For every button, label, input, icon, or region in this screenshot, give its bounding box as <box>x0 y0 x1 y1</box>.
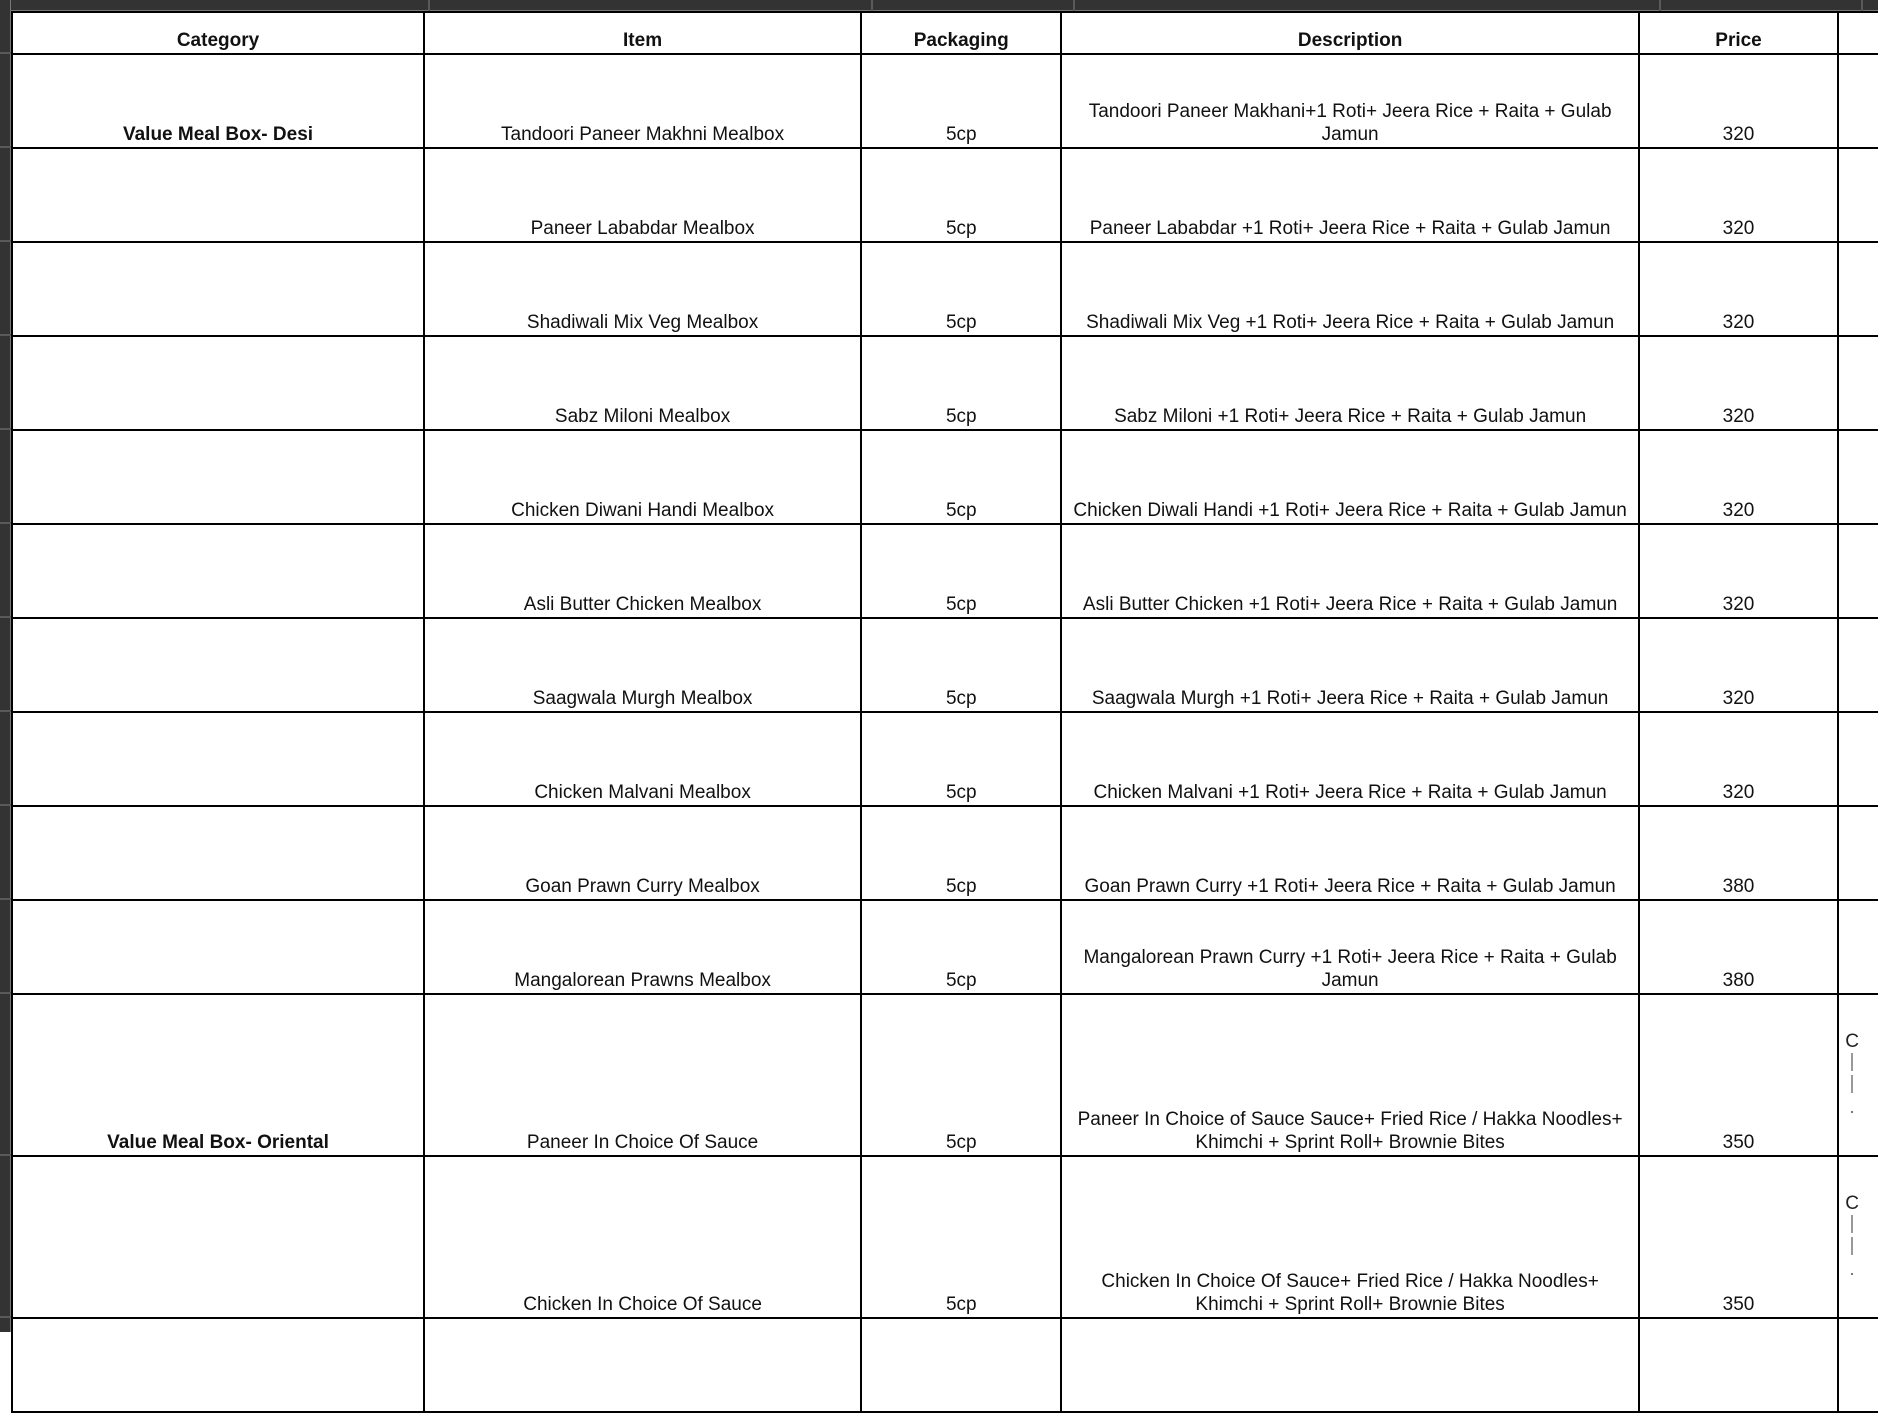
cell-item[interactable]: Sabz Miloni Mealbox <box>424 336 861 430</box>
cell-description[interactable]: Goan Prawn Curry +1 Roti+ Jeera Rice + Raita + Gulab Jamun <box>1061 806 1638 900</box>
row-divider[interactable] <box>0 146 11 148</box>
table-row <box>12 148 1878 242</box>
cell-price[interactable]: 320 <box>1639 148 1838 242</box>
cell-category[interactable]: Value Meal Box- Desi <box>12 54 424 148</box>
cell-extra[interactable] <box>1838 806 1878 900</box>
cell-packaging[interactable]: 5cp <box>861 242 1061 336</box>
menu-sheet <box>11 11 1878 1413</box>
cell-packaging[interactable]: 5cp <box>861 618 1061 712</box>
row-divider[interactable] <box>0 710 11 712</box>
clipped-glyph <box>1851 1075 1853 1093</box>
table-row <box>12 242 1878 336</box>
cell-description[interactable]: Chicken Malvani +1 Roti+ Jeera Rice + Raita + Gulab Jamun <box>1061 712 1638 806</box>
cell-category[interactable] <box>12 806 424 900</box>
menu-table <box>11 11 1878 1413</box>
column-divider[interactable] <box>1073 0 1075 11</box>
cell-description[interactable]: Asli Butter Chicken +1 Roti+ Jeera Rice + Raita + Gulab Jamun <box>1061 524 1638 618</box>
cell-category[interactable] <box>12 430 424 524</box>
cell-item[interactable]: Asli Butter Chicken Mealbox <box>424 524 861 618</box>
header-item[interactable]: Item <box>424 12 861 54</box>
cell-item[interactable]: Chicken Diwani Handi Mealbox <box>424 430 861 524</box>
table-row <box>12 54 1878 148</box>
cell-category[interactable]: Value Meal Box- Oriental <box>12 994 424 1156</box>
table-row <box>12 712 1878 806</box>
cell-category[interactable] <box>12 524 424 618</box>
cell-empty[interactable] <box>1061 1318 1638 1412</box>
clipped-glyph <box>1851 1237 1853 1255</box>
header-packaging[interactable]: Packaging <box>861 12 1061 54</box>
cell-item[interactable]: Shadiwali Mix Veg Mealbox <box>424 242 861 336</box>
cell-extra[interactable] <box>1838 524 1878 618</box>
cell-item[interactable]: Paneer Lababdar Mealbox <box>424 148 861 242</box>
table-row <box>12 994 1878 1156</box>
cell-empty[interactable] <box>424 1318 861 1412</box>
cell-description[interactable]: Saagwala Murgh +1 Roti+ Jeera Rice + Raita + Gulab Jamun <box>1061 618 1638 712</box>
cell-description[interactable]: Sabz Miloni +1 Roti+ Jeera Rice + Raita + Gulab Jamun <box>1061 336 1638 430</box>
cell-item[interactable]: Mangalorean Prawns Mealbox <box>424 900 861 994</box>
cell-item[interactable]: Chicken In Choice Of Sauce <box>424 1156 861 1318</box>
table-row <box>12 618 1878 712</box>
table-row <box>12 806 1878 900</box>
cell-price[interactable]: 380 <box>1639 806 1838 900</box>
cell-description[interactable]: Paneer In Choice of Sauce Sauce+ Fried Rice / Hakka Noodles+ Khimchi + Sprint Roll+ Brownie Bites <box>1061 994 1638 1156</box>
cell-empty[interactable] <box>12 1318 424 1412</box>
row-divider[interactable] <box>0 522 11 524</box>
cell-item[interactable]: Tandoori Paneer Makhni Mealbox <box>424 54 861 148</box>
cell-price[interactable]: 350 <box>1639 994 1838 1156</box>
row-divider[interactable] <box>0 804 11 806</box>
table-row <box>12 524 1878 618</box>
cell-price[interactable]: 320 <box>1639 54 1838 148</box>
cell-description[interactable]: Chicken In Choice Of Sauce+ Fried Rice / Hakka Noodles+ Khimchi + Sprint Roll+ Brownie Bites <box>1061 1156 1638 1318</box>
cell-category[interactable] <box>12 712 424 806</box>
cell-price[interactable]: 320 <box>1639 524 1838 618</box>
row-header-bar <box>0 0 11 1332</box>
cell-price[interactable]: 320 <box>1639 430 1838 524</box>
cell-extra[interactable] <box>1838 54 1878 148</box>
cell-extra[interactable] <box>1838 900 1878 994</box>
cell-category[interactable] <box>12 900 424 994</box>
table-row <box>12 1156 1878 1318</box>
row-divider[interactable] <box>0 52 11 54</box>
cell-description[interactable]: Shadiwali Mix Veg +1 Roti+ Jeera Rice + Raita + Gulab Jamun <box>1061 242 1638 336</box>
cell-packaging[interactable]: 5cp <box>861 148 1061 242</box>
row-divider[interactable] <box>0 616 11 618</box>
row-divider[interactable] <box>0 334 11 336</box>
cell-price[interactable]: 380 <box>1639 900 1838 994</box>
row-divider[interactable] <box>0 1154 11 1156</box>
cell-extra[interactable] <box>1838 430 1878 524</box>
cell-category[interactable] <box>12 242 424 336</box>
column-divider[interactable] <box>1861 0 1863 11</box>
column-divider[interactable] <box>1659 0 1661 11</box>
cell-category[interactable] <box>12 336 424 430</box>
row-divider[interactable] <box>0 898 11 900</box>
row-divider[interactable] <box>0 1316 11 1318</box>
cell-packaging[interactable]: 5cp <box>861 712 1061 806</box>
header-price[interactable]: Price <box>1639 12 1838 54</box>
cell-description[interactable]: Paneer Lababdar +1 Roti+ Jeera Rice + Raita + Gulab Jamun <box>1061 148 1638 242</box>
header-category[interactable]: Category <box>12 12 424 54</box>
cell-price[interactable]: 350 <box>1639 1156 1838 1318</box>
cell-extra-clipped[interactable] <box>1838 994 1878 1156</box>
cell-packaging[interactable]: 5cp <box>861 336 1061 430</box>
cell-item[interactable]: Chicken Malvani Mealbox <box>424 712 861 806</box>
table-row <box>12 900 1878 994</box>
cell-extra-clipped[interactable] <box>1838 1156 1878 1318</box>
cell-extra[interactable] <box>1838 242 1878 336</box>
cell-empty[interactable] <box>861 1318 1061 1412</box>
cell-packaging[interactable]: 5cp <box>861 524 1061 618</box>
cell-description[interactable]: Tandoori Paneer Makhani+1 Roti+ Jeera Rice + Raita + Gulab Jamun <box>1061 54 1638 148</box>
clipped-text: C <box>1845 1030 1859 1052</box>
cell-category[interactable] <box>12 1156 424 1318</box>
header-extra-clipped[interactable] <box>1838 12 1878 54</box>
row-divider[interactable] <box>0 240 11 242</box>
cell-extra[interactable] <box>1838 618 1878 712</box>
cell-description[interactable]: Chicken Diwali Handi +1 Roti+ Jeera Rice + Raita + Gulab Jamun <box>1061 430 1638 524</box>
cell-packaging[interactable]: 5cp <box>861 994 1061 1156</box>
row-divider[interactable] <box>0 428 11 430</box>
cell-empty[interactable] <box>1639 1318 1838 1412</box>
column-divider[interactable] <box>871 0 873 11</box>
cell-description[interactable]: Mangalorean Prawn Curry +1 Roti+ Jeera Rice + Raita + Gulab Jamun <box>1061 900 1638 994</box>
cell-packaging[interactable]: 5cp <box>861 900 1061 994</box>
cell-item[interactable]: Saagwala Murgh Mealbox <box>424 618 861 712</box>
cell-category[interactable] <box>12 148 424 242</box>
table-row <box>12 336 1878 430</box>
cell-packaging[interactable]: 5cp <box>861 54 1061 148</box>
table-row-partial <box>12 1318 1878 1412</box>
cell-price[interactable]: 320 <box>1639 242 1838 336</box>
column-divider[interactable] <box>428 0 430 11</box>
cell-empty[interactable] <box>1838 1318 1878 1412</box>
cell-packaging[interactable]: 5cp <box>861 430 1061 524</box>
cell-packaging[interactable]: 5cp <box>861 806 1061 900</box>
table-row <box>12 430 1878 524</box>
clipped-glyph <box>1851 1273 1853 1275</box>
cell-packaging[interactable]: 5cp <box>861 1156 1061 1318</box>
clipped-glyph <box>1851 1111 1853 1113</box>
row-divider[interactable] <box>0 992 11 994</box>
cell-item[interactable]: Paneer In Choice Of Sauce <box>424 994 861 1156</box>
cell-extra[interactable] <box>1838 336 1878 430</box>
clipped-glyph <box>1851 1215 1853 1233</box>
cell-extra[interactable] <box>1838 712 1878 806</box>
clipped-glyph <box>1851 1053 1853 1071</box>
cell-extra[interactable] <box>1838 148 1878 242</box>
header-row <box>12 12 1878 54</box>
header-description[interactable]: Description <box>1061 12 1638 54</box>
cell-price[interactable]: 320 <box>1639 336 1838 430</box>
cell-category[interactable] <box>12 618 424 712</box>
column-header-bar <box>0 0 1878 11</box>
cell-price[interactable]: 320 <box>1639 618 1838 712</box>
clipped-text: C <box>1845 1192 1859 1214</box>
cell-item[interactable]: Goan Prawn Curry Mealbox <box>424 806 861 900</box>
cell-price[interactable]: 320 <box>1639 712 1838 806</box>
